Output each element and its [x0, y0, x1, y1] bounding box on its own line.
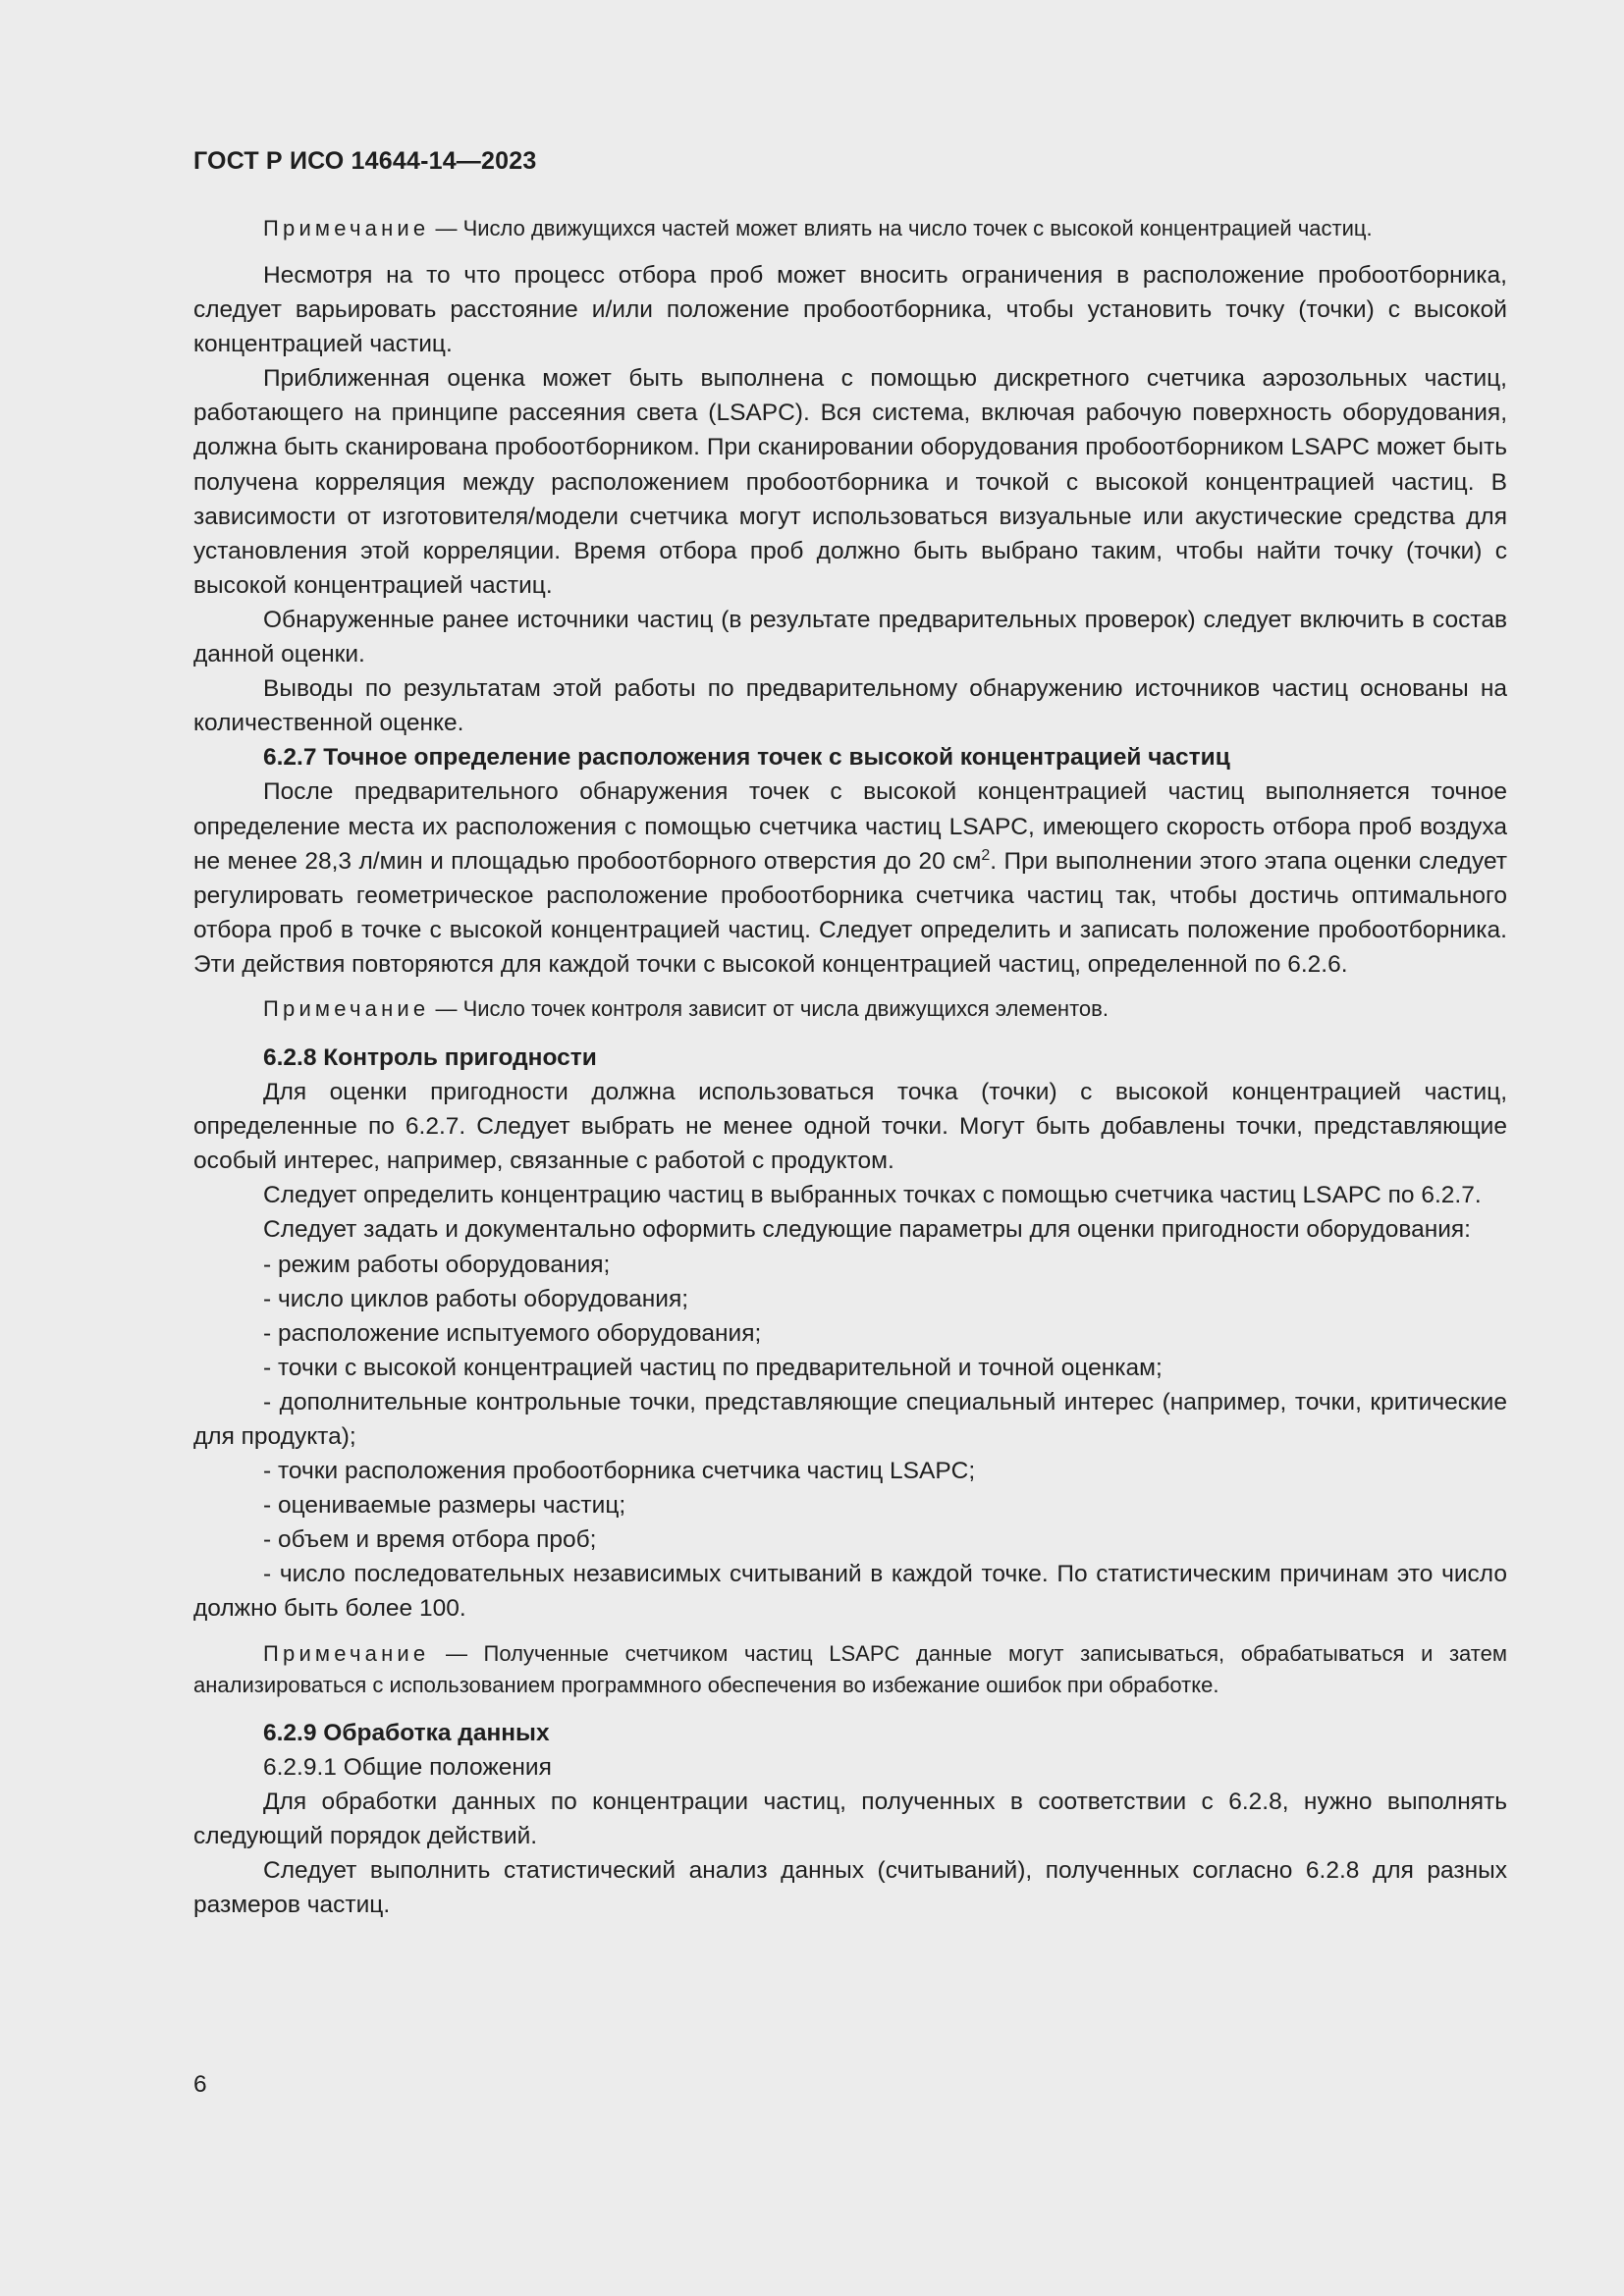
subsection-heading-6-2-9-1: 6.2.9.1 Общие положения	[263, 1753, 552, 1781]
note	[193, 213, 1507, 244]
paragraph: Для обработки данных по концентрации частиц, полученных в соответствии с 6.2.8, нужно выполнять следующий порядок действий.	[193, 1788, 1507, 1849]
note-text: — Число точек контроля зависит от числа движущихся элементов.	[435, 995, 1109, 1021]
paragraph: Следует задать и документально оформить следующие параметры для оценки пригодности оборудования:	[263, 1216, 1471, 1244]
document-header: ГОСТ Р ИСО 14644-14—2023	[193, 147, 537, 175]
superscript: 2	[981, 846, 991, 864]
list-item: - режим работы оборудования;	[263, 1251, 611, 1278]
section-heading-6-2-7: 6.2.7 Точное определение расположения точек с высокой концентрацией частиц	[263, 744, 1230, 772]
note-label: Примечание	[263, 216, 430, 240]
note	[193, 993, 1507, 1025]
page-number: 6	[193, 2071, 207, 2098]
note-label: Примечание	[263, 995, 430, 1021]
document-page	[193, 147, 1507, 1922]
paragraph: Для оценки пригодности должна использоваться точка (точки) с высокой концентрацией частиц, определенные по 6.2.7. Следует выбрать не менее одной точки. Могут быть добавлены точки, представляющие особый интерес, например, связанные с работой с продуктом.	[193, 1079, 1507, 1175]
note-label: Примечание	[263, 1640, 430, 1666]
paragraph: Следует определить концентрацию частиц в выбранных точках с помощью счетчика частиц LSAPC по 6.2.7.	[263, 1182, 1482, 1209]
paragraph: Следует выполнить статистический анализ данных (считываний), полученных согласно 6.2.8 для разных размеров частиц.	[193, 1856, 1507, 1919]
paragraph: Приближенная оценка может быть выполнена с помощью дискретного счетчика аэрозольных частиц, работающего на принципе рассеяния света (LSAPC). Вся система, включая рабочую поверхность оборудования, должна быть сканирована пробоотборником. При сканировании оборудования пробоотборником LSAPC может быть получена корреляция между расположением пробоотборника и точкой с высокой концентрацией частиц. В зависимости от изготовителя/модели счетчика могут использоваться визуальные или акустические средства для установления этой корреляции. Время отбора проб должно быть выбрано таким, чтобы найти точку (точки) с высокой концентрацией частиц.	[193, 365, 1507, 599]
paragraph: Обнаруженные ранее источники частиц (в результате предварительных проверок) следует включить в состав данной оценки.	[193, 606, 1507, 668]
list-item: - число циклов работы оборудования;	[263, 1285, 689, 1312]
paragraph-text: . При выполнении этого этапа оценки следует регулировать геометрическое расположение пробоотборника счетчика частиц так, чтобы достичь оптимального отбора проб в точке с высокой концентрацией частиц. Следует определить и записать положение пробоотборника. Эти действия повторяются для каждой точки с высокой концентрацией частиц, определенной по 6.2.6.	[193, 847, 1507, 978]
list-item: - число последовательных независимых считываний в каждой точке. По статистическим причинам это число должно быть более 100.	[193, 1561, 1507, 1623]
note-text: — Полученные счетчиком частиц LSAPC данные могут записываться, обрабатываться и затем анализироваться с использованием программного обеспечения во избежание ошибок при обработке.	[193, 1640, 1507, 1697]
list-item: - оцениваемые размеры частиц;	[263, 1492, 626, 1520]
list-item: - объем и время отбора проб;	[263, 1526, 597, 1554]
paragraph-text: После предварительного обнаружения точек с высокой концентрацией частиц выполняется точное определение места их расположения с помощью счетчика частиц LSAPC, имеющего скорость отбора проб воздуха не менее 28,3 л/мин и площадью пробоотборного отверстия до 20 см	[193, 778, 1507, 875]
list-item: - расположение испытуемого оборудования;	[263, 1319, 762, 1347]
note	[193, 1638, 1507, 1701]
paragraph: Несмотря на то что процесс отбора проб может вносить ограничения в расположение пробоотборника, следует варьировать расстояние и/или положение пробоотборника, чтобы установить точку (точки) с высокой концентрацией частиц.	[193, 262, 1507, 358]
note-text: — Число движущихся частей может влиять на число точек с высокой концентрацией частиц.	[435, 216, 1373, 240]
list-item: - точки с высокой концентрацией частиц по предварительной и точной оценкам;	[263, 1354, 1163, 1381]
section-heading-6-2-9: 6.2.9 Обработка данных	[263, 1719, 550, 1746]
section-heading-6-2-8: 6.2.8 Контроль пригодности	[263, 1043, 597, 1071]
paragraph	[193, 774, 1507, 982]
paragraph: Выводы по результатам этой работы по предварительному обнаружению источников частиц основаны на количественной оценке.	[193, 675, 1507, 737]
list-item: - точки расположения пробоотборника счетчика частиц LSAPC;	[263, 1458, 976, 1485]
list-item: - дополнительные контрольные точки, представляющие специальный интерес (например, точки, критические для продукта);	[193, 1388, 1507, 1450]
parameter-list	[193, 1248, 1507, 1627]
